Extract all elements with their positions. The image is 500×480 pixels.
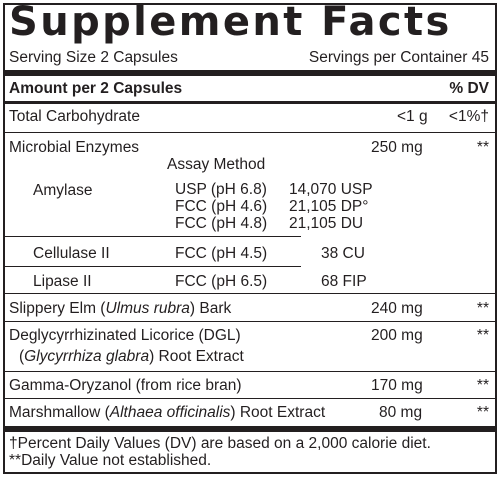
assay-method-header: Assay Method [167, 156, 266, 173]
lipase-method: FCC (pH 6.5) [175, 273, 268, 290]
cellulase-method: FCC (pH 4.5) [175, 245, 268, 262]
footnote-not-established: **Daily Value not established. [9, 452, 212, 469]
amylase-value-2: 21,105 DP° [289, 198, 369, 215]
amylase-value-1: 14,070 USP [289, 181, 373, 198]
oryzanol-amount: 170 mg [371, 377, 423, 394]
lipase-name: Lipase II [33, 273, 92, 290]
marsh-amount: 80 mg [379, 404, 423, 421]
amylase-name: Amylase [33, 182, 93, 199]
amylase-method-3: FCC (pH 4.8) [175, 215, 268, 232]
cellulase-name: Cellulase II [33, 245, 110, 262]
oryzanol-name: Gamma-Oryzanol (from rice bran) [9, 377, 242, 394]
dgl-latin-line: (Glycyrrhiza glabra) Root Extract [19, 348, 244, 365]
cellulase-value: 38 CU [321, 245, 365, 262]
medium-divider [5, 101, 495, 104]
lipase-value: 68 FIP [321, 273, 367, 290]
panel-title: Supplement Facts [9, 0, 452, 45]
oryzanol-dv: ** [476, 377, 489, 394]
thick-divider [5, 70, 495, 76]
dgl-latin: Glycyrrhiza glabra [24, 348, 150, 365]
footnote-dv: †Percent Daily Values (DV) are based on a 2,000 calorie diet. [9, 435, 431, 452]
row-divider [5, 321, 495, 322]
supplement-facts-panel [3, 0, 497, 474]
enzymes-name: Microbial Enzymes [9, 139, 140, 156]
amylase-method-2: FCC (pH 4.6) [175, 198, 268, 215]
elm-latin: Ulmus rubra [105, 300, 190, 317]
marsh-name: Marshmallow (Althaea officinalis) Root Extract [9, 404, 326, 421]
amount-header: Amount per 2 Capsules [9, 80, 183, 97]
dv-header: % DV [449, 80, 489, 97]
servings-per-container: Servings per Container 45 [308, 49, 489, 66]
row-divider [5, 398, 495, 399]
elm-amount: 240 mg [371, 300, 423, 317]
row-divider [5, 371, 495, 372]
enzyme-subdivider [5, 266, 301, 267]
serving-size: Serving Size 2 Capsules [9, 49, 178, 66]
row-divider [5, 293, 495, 294]
carb-name: Total Carbohydrate [9, 108, 140, 125]
elm-name: Slippery Elm (Ulmus rubra) Bark [9, 300, 232, 317]
dgl-dv: ** [476, 327, 489, 344]
row-divider [5, 132, 495, 133]
enzymes-dv: ** [476, 139, 489, 156]
carb-amount: <1 g [397, 108, 428, 125]
carb-dv: <1%† [448, 108, 489, 125]
marsh-dv: ** [476, 404, 489, 421]
enzyme-subdivider [5, 236, 301, 237]
dgl-amount: 200 mg [371, 327, 423, 344]
elm-dv: ** [476, 300, 489, 317]
amylase-value-3: 21,105 DU [289, 215, 364, 232]
thick-divider [5, 426, 495, 432]
dgl-name: Deglycyrrhizinated Licorice (DGL) [9, 327, 241, 344]
amylase-method-1: USP (pH 6.8) [175, 181, 267, 198]
marsh-latin: Althaea officinalis [109, 404, 231, 421]
enzymes-amount: 250 mg [371, 139, 423, 156]
